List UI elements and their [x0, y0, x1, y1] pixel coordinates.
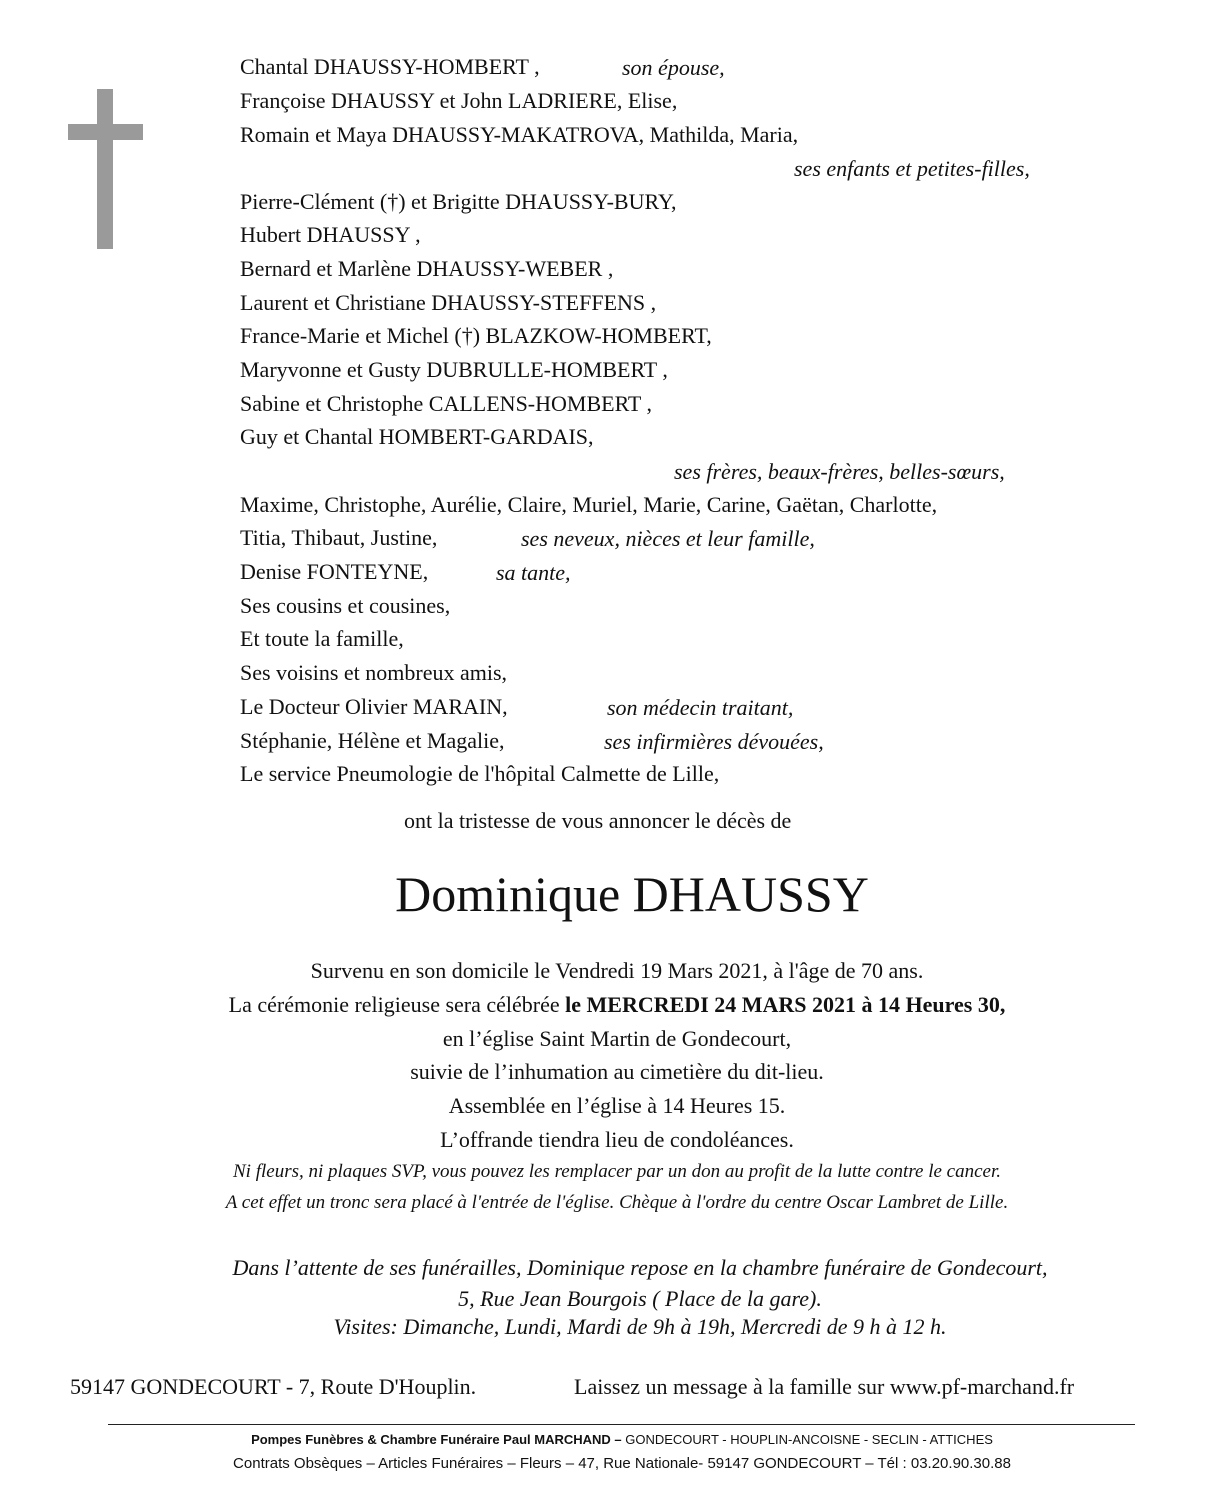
cross-icon-bar	[68, 124, 143, 140]
announce-text: ont la tristesse de vous annoncer le décès de	[404, 808, 792, 833]
repose-line: 5, Rue Jean Bourgois ( Place de la gare).	[458, 1286, 822, 1311]
detail-line: Assemblée en l’église à 14 Heures 15.	[448, 1093, 786, 1118]
family-line: Françoise DHAUSSY et John LADRIERE, Elise,	[240, 88, 678, 113]
relation-siblings: ses frères, beaux-frères, belles-sœurs,	[674, 459, 1005, 484]
ceremony-text: La cérémonie religieuse sera célébrée	[228, 992, 566, 1017]
divider	[108, 1424, 1135, 1425]
family-line: Maxime, Christophe, Aurélie, Claire, Muriel, Marie, Carine, Gaëtan, Charlotte,	[240, 492, 938, 517]
address: 59147 GONDECOURT - 7, Route D'Houplin.	[70, 1374, 477, 1399]
website-message: Laissez un message à la famille sur www.pf-marchand.fr	[574, 1374, 1075, 1399]
family-line: France-Marie et Michel (†) BLAZKOW-HOMBERT,	[240, 323, 712, 348]
footer-contact: Contrats Obsèques – Articles Funéraires – Fleurs – 47, Rue Nationale- 59147 GONDECOURT – Tél : 03.20.90.30.88	[233, 1455, 1011, 1472]
family-line: Hubert DHAUSSY ,	[240, 222, 421, 247]
family-line: Laurent et Christiane DHAUSSY-STEFFENS ,	[240, 290, 657, 315]
detail-line: L’offrande tiendra lieu de condoléances.	[440, 1127, 794, 1152]
family-line: Guy et Chantal HOMBERT-GARDAIS,	[240, 424, 594, 449]
relation-nurses: ses infirmières dévouées,	[604, 729, 824, 754]
relation-nephews: ses neveux, nièces et leur famille,	[521, 526, 815, 551]
relation-spouse: son épouse,	[622, 55, 725, 80]
footer-company	[0, 1432, 1214, 1447]
ceremony-date: le MERCREDI 24 MARS 2021 à 14 Heures 30,	[565, 992, 1006, 1017]
family-line: Le Docteur Olivier MARAIN,	[240, 694, 508, 719]
family-line: Bernard et Marlène DHAUSSY-WEBER ,	[240, 256, 614, 281]
spouse-name: Chantal DHAUSSY-HOMBERT ,	[240, 54, 540, 79]
family-line: Ses cousins et cousines,	[240, 593, 451, 618]
ceremony-line	[0, 992, 1214, 1018]
relation-doctor: son médecin traitant,	[607, 695, 794, 720]
family-line: Le service Pneumologie de l'hôpital Calmette de Lille,	[240, 761, 720, 786]
family-line: Maryvonne et Gusty DUBRULLE-HOMBERT ,	[240, 357, 668, 382]
company-towns: GONDECOURT - HOUPLIN-ANCOISNE - SECLIN - ATTICHES	[621, 1432, 993, 1447]
detail-line: Survenu en son domicile le Vendredi 19 Mars 2021, à l'âge de 70 ans.	[310, 958, 924, 983]
family-line: Pierre-Clément (†) et Brigitte DHAUSSY-BURY,	[240, 189, 677, 214]
cross-icon	[97, 89, 113, 249]
family-line-spouse	[240, 54, 540, 80]
detail-line: en l’église Saint Martin de Gondecourt,	[442, 1026, 792, 1051]
visits-line: Visites: Dimanche, Lundi, Mardi de 9h à 19h, Mercredi de 9 h à 12 h.	[333, 1314, 947, 1339]
family-line: Titia, Thibaut, Justine,	[240, 525, 438, 550]
detail-line: suivie de l’inhumation au cimetière du dit-lieu.	[410, 1059, 824, 1084]
donation-note: A cet effet un tronc sera placé à l'entrée de l'église. Chèque à l'ordre du centre Oscar Lambret de Lille.	[225, 1192, 1009, 1213]
family-line: Ses voisins et nombreux amis,	[240, 660, 508, 685]
deceased-name: Dominique DHAUSSY	[395, 866, 869, 922]
family-line: Sabine et Christophe CALLENS-HOMBERT ,	[240, 391, 652, 416]
repose-line: Dans l’attente de ses funérailles, Dominique repose en la chambre funéraire de Gondecourt,	[232, 1255, 1048, 1280]
relation-children: ses enfants et petites-filles,	[794, 156, 1030, 181]
donation-note: Ni fleurs, ni plaques SVP, vous pouvez les remplacer par un don au profit de la lutte contre le cancer.	[233, 1161, 1001, 1182]
family-line: Et toute la famille,	[240, 626, 404, 651]
family-line: Stéphanie, Hélène et Magalie,	[240, 728, 505, 753]
family-line: Denise FONTEYNE,	[240, 559, 429, 584]
relation-aunt: sa tante,	[496, 560, 571, 585]
family-line: Romain et Maya DHAUSSY-MAKATROVA, Mathilda, Maria,	[240, 122, 799, 147]
company-name: Pompes Funèbres & Chambre Funéraire Paul MARCHAND –	[251, 1432, 622, 1447]
